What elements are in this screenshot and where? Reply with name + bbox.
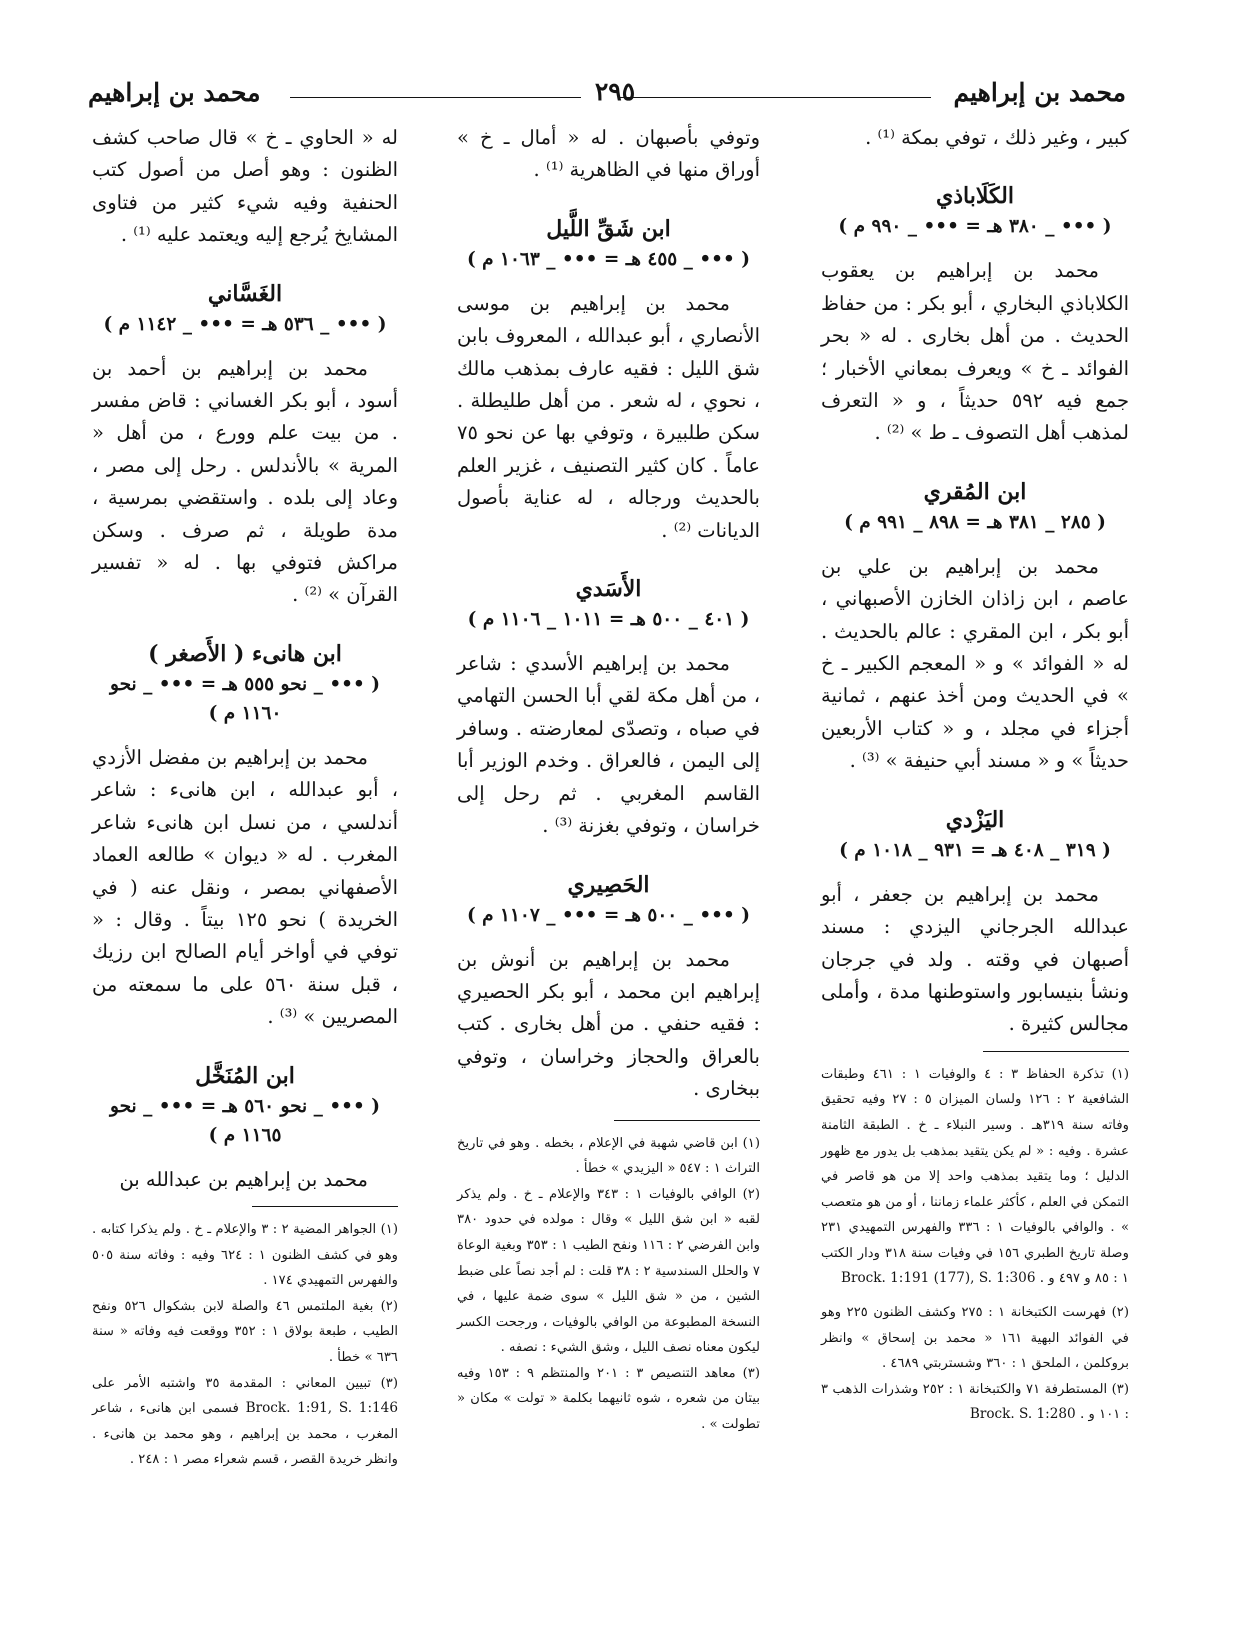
running-title-right: محمد بن إبراهيم <box>953 78 1126 107</box>
entry-name: ابن المُنَخَّل <box>195 1062 295 1089</box>
footnote-latin: Brock. S. 1:280 . <box>969 1406 1085 1423</box>
footnote-latin: Brock. 1:91, S. 1:146 <box>245 1400 398 1417</box>
column-left <box>92 122 398 1473</box>
entry-text: محمد بن إبراهيم بن علي بن عاصم ، ابن زاذان الخازن الأصبهاني ، أبو بكر ، ابن المقري : عالم بالحديث . له « الفوائد » و « المعجم الكبير ـ خ » في الحديث ومن أخذ عنهم ، ثمانية أجزاء في مجلد ، و « كتاب الأربعين حديثاً » و « مسند أبي حنيفة » ⁽³⁾ . <box>821 554 1129 773</box>
footnote-text: فسمى ابن هانىء ، شاعر المغرب ، محمد بن إبراهيم ، وهو محمد بن هانىء . وانظر خريدة القصر ، قسم شعراء مصر ١ : ٢٤٨ . <box>92 1401 398 1468</box>
continuation-text: كبير ، وغير ذلك ، توفي بمكة ⁽¹⁾ . <box>865 126 1129 149</box>
entry-text: محمد بن إبراهيم الأسدي : شاعر ، من أهل مكة لقي أبا الحسن التهامي في صباه ، وتصدّى لمعارضته . وسافر إلى اليمن ، فالعراق . وخدم الوزير أبا القاسم المغربي . ثم رحل إلى خراسان ، وتوفي بغزنة ⁽³⁾ . <box>457 652 760 838</box>
entry-name: ابن المُقري <box>923 478 1027 505</box>
footnote: (١) ابن قاضي شهبة في الإعلام ، بخطه . وهو في تاريخ التراث ١ : ٥٤٧ « اليزيدي » خطأ . <box>457 1135 760 1177</box>
entry-dates: ( ٢٨٥ _ ٣٨١ هـ = ٨٩٨ _ ٩٩١ م ) <box>844 511 1106 533</box>
entry-dates: ( ••• _ ٥٠٠ هـ = ••• _ ١١٠٧ م ) <box>466 904 751 926</box>
footnote: (٢) بغية الملتمس ٤٦ والصلة لابن بشكوال ٥٢٦ ونفح الطيب ، طبعة بولاق ١ : ٣٥٢ ووقعت فيه وفاته « سنة ٦٣٦ » خطأ . <box>92 1298 398 1365</box>
footnote <box>821 1377 1129 1428</box>
entry-text: محمد بن إبراهيم بن يعقوب الكلاباذي البخاري ، أبو بكر : من حفاظ الحديث . من أهل بخارى . له « بحر الفوائد ـ خ » ويعرف بمعاني الأخبار ؛ جمع فيه ٥٩٢ حديثاً ، و « التعرف لمذهب أهل التصوف ـ ط » ⁽²⁾ . <box>821 259 1129 445</box>
entry-text: محمد بن إبراهيم بن عبدالله بن <box>119 1167 368 1191</box>
continuation-text: وتوفي بأصبهان . له « أمال ـ خ » أوراق منها في الظاهرية ⁽¹⁾ . <box>457 126 760 182</box>
entry-dates: ١١٦٠ م ) <box>208 702 282 724</box>
footnote-rule <box>252 1206 398 1207</box>
entry-name: الحَصِيري <box>567 871 650 898</box>
entry-text: محمد بن إبراهيم بن أنوش بن إبراهيم ابن محمد ، أبو بكر الحصيري : فقيه حنفي . من أهل بخارى . كتب بالعراق والحجاز وخراسان ، وتوفي ببخارى . <box>457 947 760 1101</box>
footnote-text: (٣) تبيين المعاني : المقدمة ٣٥ واشتبه الأمر على <box>92 1375 398 1391</box>
entry-text: محمد بن إبراهيم بن موسى الأنصاري ، أبو عبدالله ، المعروف بابن شق الليل : فقيه عارف بمذهب مالك ، نحوي ، له شعر . من أهل طليطلة . سكن طلبيرة ، وتوفي بها عن نحو ٧٥ عاماً . كان كثير التصنيف ، غزير العلم بالحديث ورجاله ، له عناية بأصول الديانات ⁽²⁾ . <box>457 291 760 542</box>
entry-dates: ( ٣١٩ _ ٤٠٨ هـ = ٩٣١ _ ١٠١٨ م ) <box>839 839 1111 861</box>
entry-dates: ( ••• _ ٣٨٠ هـ = ••• _ ٩٩٠ م ) <box>838 216 1112 238</box>
entry-dates: ١١٦٥ م ) <box>208 1124 282 1146</box>
entry-dates: ( ••• _ نحو ٥٦٠ هـ = ••• _ نحو <box>110 1095 380 1117</box>
header-rule-right <box>620 97 931 98</box>
entry-name: الأَسَدي <box>575 576 642 603</box>
entry-text: محمد بن إبراهيم بن أحمد بن أسود ، أبو بكر الغساني : قاض مفسر . من بيت علم وورع ، من أهل « المرية » بالأندلس . رحل إلى مصر ، وعاد إلى بلده . واستقضي بمرسية ، مدة طويلة ، ثم صرف . وسكن مراكش فتوفي بها . له « تفسير القرآن » ⁽²⁾ . <box>92 356 398 607</box>
footnote-text: (١) تذكرة الحفاظ ٣ : ٤ والوفيات ١ : ٤٦١ وطبقات الشافعية ٢ : ١٢٦ ولسان الميزان ٥ : ٢٧ وفيه تحقيق وفاته سنة ٣١٩هـ . وسير النبلاء ـ خ . الطبقة الثامنة عشرة . وفيه : « لم يكن يتقيد بمذهب بل يدور مع ظهور الدليل ؛ وما يتقيد بمذهب واحد إلا من هو قاصر في التمكن في العلم ، كأكثر علماء زماننا ، أو من هو متعصب » . والوافي بالوفيات ١ : ٣٣٦ والفهرس التمهيدي ٢٣١ وصلة تاريخ الطبري ١٥٦ في وفيات سنة ٣١٨ ودار الكتب ١ : ٨٥ و ٤٩٧ و <box>821 1066 1130 1287</box>
footnote <box>821 1062 1129 1292</box>
footnote <box>92 1371 398 1473</box>
entry-name: ابن هانىء ( الأَصغر ) <box>148 640 342 667</box>
column-middle <box>457 122 760 1438</box>
footnote-text: (٣) المستطرفة ٧١ والكتبخانة ١ : ٢٥٢ وشذرات الذهب ٣ : ١٠١ و <box>821 1381 1130 1423</box>
entry-name: ابن شَقِّ اللَّيل <box>546 215 671 242</box>
footnote: (٢) فهرست الكتبخانة ١ : ٢٧٥ وكشف الظنون ٢٢٥ وهو في الفوائد البهية ١٦١ « محمد بن إسحاق » وانظر بروكلمن ، الملحق ١ : ٣٦٠ وشستربتي ٤٦٨٩ . <box>821 1305 1129 1372</box>
entry-dates: ( ••• _ ٤٥٥ هـ = ••• _ ١٠٦٣ م ) <box>466 248 751 270</box>
entry-name: الغَسَّاني <box>207 280 283 307</box>
footnote: (٣) معاهد التنصيص ٣ : ٢٠١ والمنتظم ٩ : ١٥٣ وفيه بيتان من شعره ، شوه ثانيهما بكلمة « تولت » مكان « تطولت » . <box>457 1365 760 1433</box>
page-number: ٢٩٥ <box>594 77 636 106</box>
footnote-rule <box>983 1051 1129 1052</box>
entry-text: محمد بن إبراهيم بن جعفر ، أبو عبدالله الجرجاني اليزدي : مسند أصبهان في وقته . ولد في جرجان ونشأ بنيسابور واستوطنها مدة ، وأملى مجالس كثيرة . <box>821 882 1129 1036</box>
entry-text: محمد بن إبراهيم بن مفضل الأزدي ، أبو عبدالله ، ابن هانىء : شاعر أندلسي ، من نسل ابن هانىء شاعر المغرب . له « ديوان » طالعه العماد الأصفهاني بمصر ، ونقل عنه ( في الخريدة ) نحو ١٢٥ بيتاً . وقال : « توفي في أواخر أيام الصالح ابن رزيك ، قبل سنة ٥٦٠ على ما سمعته من المصريين » ⁽³⁾ . <box>92 745 398 1029</box>
header-rule-left <box>290 97 581 98</box>
footnote: (١) الجواهر المضية ٢ : ٣ والإعلام ـ خ . ولم يذكرا كتابه . وهو في كشف الظنون ١ : ٦٢٤ وفيه : وفاته سنة ٥٠٥ والفهرس التمهيدي ١٧٤ . <box>92 1221 399 1289</box>
entry-dates: ( ••• _ نحو ٥٥٥ هـ = ••• _ نحو <box>110 673 380 695</box>
entry-name: الكَلَاباذي <box>936 183 1014 210</box>
column-right <box>821 122 1129 1428</box>
footnote: (٢) الوافي بالوفيات ١ : ٣٤٣ والإعلام ـ خ . ولم يذكر لقبه « ابن شق الليل » وقال : مولده في حدود ٣٨٠ وابن الفرضي ٢ : ١١٦ ونفح الطيب ١ : ٣٥٣ وبغية الوعاة ٧ والحلل السندسية ٢ : ٣٨ قلت : لم أجد نصاً على ضبط الشين ، من « شق الليل » سوى ضمة عليها ، في النسخة المطبوعة من الوافي بالوفيات ، ورجحت الكسر ليكون معناه نصف الليل ، وشق الشيء : نصفه . <box>457 1186 761 1356</box>
continuation-text: له « الحاوي ـ خ » قال صاحب كشف الظنون : وهو أصل من أصول كتب الحنفية وفيه شيء كثير من فتاوى المشايخ يُرجع إليه ويعتمد عليه ⁽¹⁾ . <box>92 126 398 247</box>
entry-dates: ( ٤٠١ _ ٥٠٠ هـ = ١٠١١ _ ١١٠٦ م ) <box>467 609 750 631</box>
footnote-latin: Brock. 1:191 (177), S. 1:306 . <box>840 1270 1045 1287</box>
entry-dates: ( ••• _ ٥٣٦ هـ = ••• _ ١١٤٢ م ) <box>103 313 387 335</box>
footnote-rule <box>614 1120 760 1121</box>
running-title-left: محمد بن إبراهيم <box>88 78 261 107</box>
entry-name: اليَزْدي <box>945 806 1005 833</box>
